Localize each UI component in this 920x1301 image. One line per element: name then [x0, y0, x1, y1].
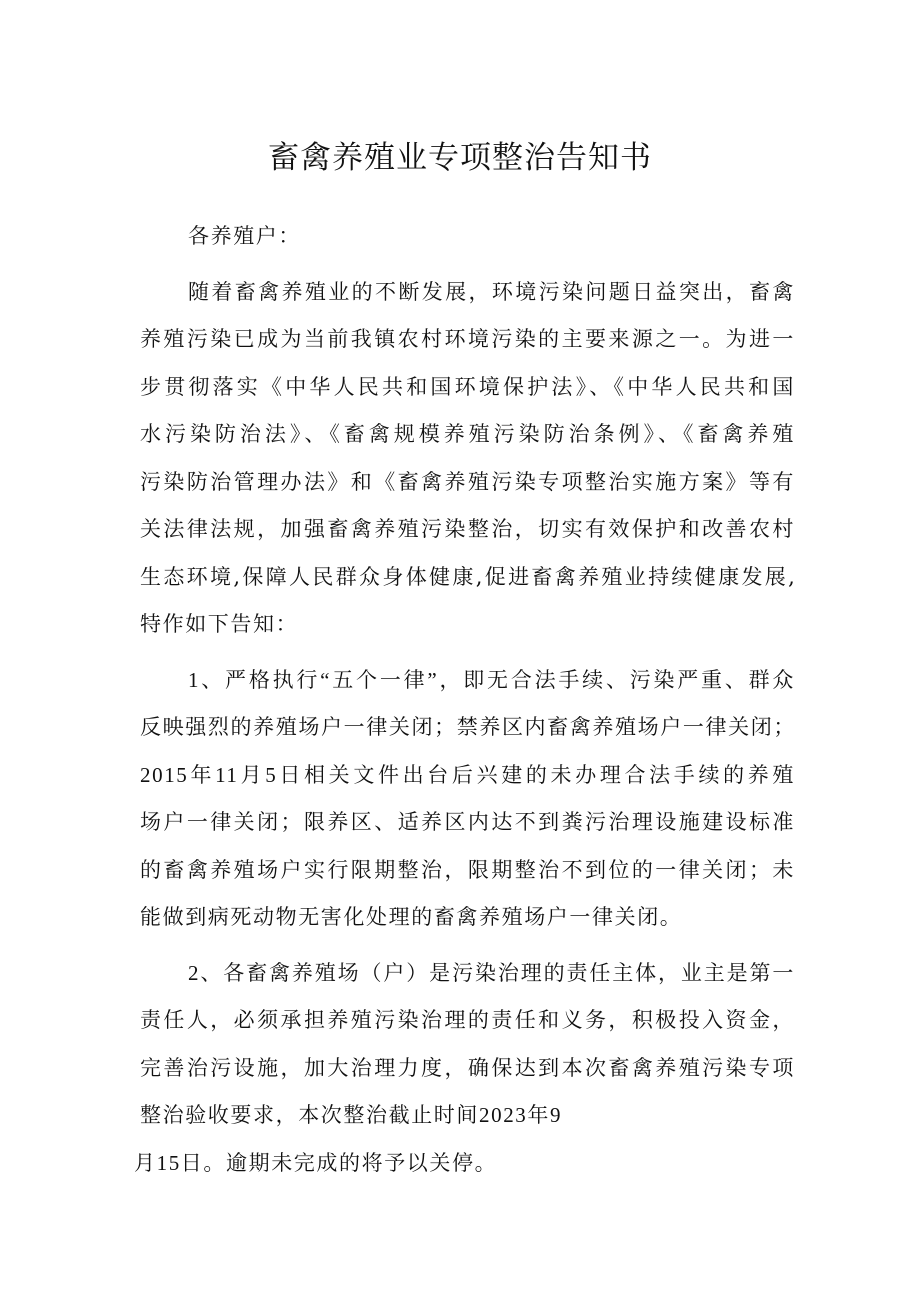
paragraph-line: 场户一律关闭；限养区、适养区内达不到粪污治理设施建设标准	[140, 810, 795, 834]
document-body	[134, 213, 795, 1187]
paragraph-line: 2、各畜禽养殖场（户）是污染治理的责任主体，业主是第一	[188, 960, 795, 985]
paragraph-line: 完善治污设施，加大治理力度，确保达到本次畜禽养殖污染专项	[140, 1055, 795, 1080]
paragraph-line: 2015年11月5日相关文件出台后兴建的未办理合法手续的养殖	[140, 762, 795, 787]
paragraph-line: 1、严格执行“五个一律”，即无合法手续、污染严重、群众	[188, 667, 795, 692]
paragraph-line: 整治验收要求，本次整治截止时间2023年9	[140, 1103, 563, 1127]
paragraph-item-2	[134, 950, 795, 1188]
paragraph-gap	[140, 649, 795, 657]
paragraph-line: 水污染防治法》、《畜禽规模养殖污染防治条例》、《畜禽养殖	[140, 422, 795, 446]
paragraph-line: 的畜禽养殖场户实行限期整治，限期整治不到位的一律关闭；未	[140, 857, 795, 882]
salutation: 各养殖户：	[188, 224, 301, 248]
paragraph-line: 随着畜禽养殖业的不断发展，环境污染问题日益突出，畜禽	[188, 279, 795, 304]
paragraph-intro	[140, 269, 795, 649]
paragraph-gap	[140, 942, 795, 950]
paragraph-gap	[140, 261, 795, 269]
paragraph-line: 反映强烈的养殖场户一律关闭；禁养区内畜禽养殖场户一律关闭；	[140, 715, 795, 739]
paragraph-line: 特作如下告知：	[140, 612, 299, 636]
paragraph-line: 关法律法规，加强畜禽养殖污染整治，切实有效保护和改善农村	[140, 517, 795, 541]
paragraph-line: 生态环境,保障人民群众身体健康,促进畜禽养殖业持续健康发展,	[140, 564, 795, 589]
paragraph-item-1	[140, 657, 795, 942]
paragraph-line: 污染防治管理办法》和《畜禽养殖污染专项整治实施方案》等有	[140, 469, 795, 494]
paragraph-line: 责任人，必须承担养殖污染治理的责任和义务，积极投入资金，	[140, 1008, 795, 1032]
paragraph-line: 步贯彻落实《中华人民共和国环境保护法》、《中华人民共和国	[140, 374, 795, 399]
document-title: 畜禽养殖业专项整治告知书	[268, 140, 652, 176]
paragraph-line: 养殖污染已成为当前我镇农村环境污染的主要来源之一。为进一	[140, 327, 795, 351]
paragraph-line: 能做到病死动物无害化处理的畜禽养殖场户一律关闭。	[140, 905, 683, 929]
paragraph-line: 月15日。逾期未完成的将予以关停。	[134, 1150, 498, 1175]
